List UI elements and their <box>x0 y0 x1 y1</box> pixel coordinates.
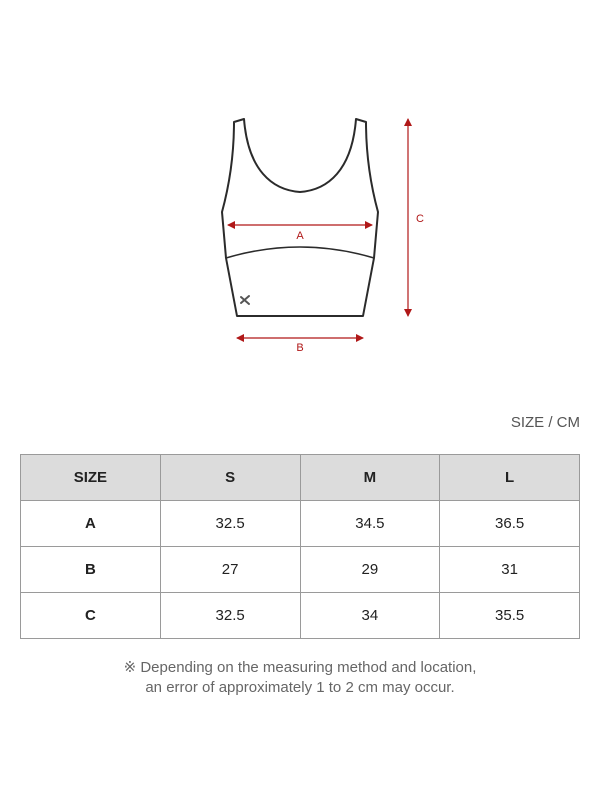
measurement-note <box>0 658 600 698</box>
header-m: M <box>300 455 440 501</box>
row-label-b: B <box>21 547 161 593</box>
header-l: L <box>440 455 580 501</box>
table-row <box>21 547 580 593</box>
table-header-row <box>21 455 580 501</box>
logo-mark-icon <box>241 296 249 304</box>
cell-c-m: 34 <box>300 593 440 639</box>
crop-top-outline <box>222 119 378 316</box>
garment-measurement-diagram <box>0 0 600 380</box>
note-line-2: an error of approximately 1 to 2 cm may occur. <box>145 679 455 696</box>
note-line-1: ※ Depending on the measuring method and location, <box>123 659 477 676</box>
table-row <box>21 501 580 547</box>
cell-a-s: 32.5 <box>160 501 300 547</box>
cell-c-l: 35.5 <box>440 593 580 639</box>
row-label-c: C <box>21 593 161 639</box>
cell-b-m: 29 <box>300 547 440 593</box>
measure-a-label: A <box>296 230 304 242</box>
header-size: SIZE <box>21 455 161 501</box>
cell-b-s: 27 <box>160 547 300 593</box>
underband-seam <box>226 247 374 258</box>
cell-b-l: 31 <box>440 547 580 593</box>
size-chart-table <box>20 454 580 639</box>
measure-b-label: B <box>296 342 304 354</box>
cell-a-l: 36.5 <box>440 501 580 547</box>
header-s: S <box>160 455 300 501</box>
cell-c-s: 32.5 <box>160 593 300 639</box>
measure-c-label: C <box>416 213 424 225</box>
unit-label: SIZE / CM <box>510 414 580 431</box>
row-label-a: A <box>21 501 161 547</box>
table-row <box>21 593 580 639</box>
cell-a-m: 34.5 <box>300 501 440 547</box>
